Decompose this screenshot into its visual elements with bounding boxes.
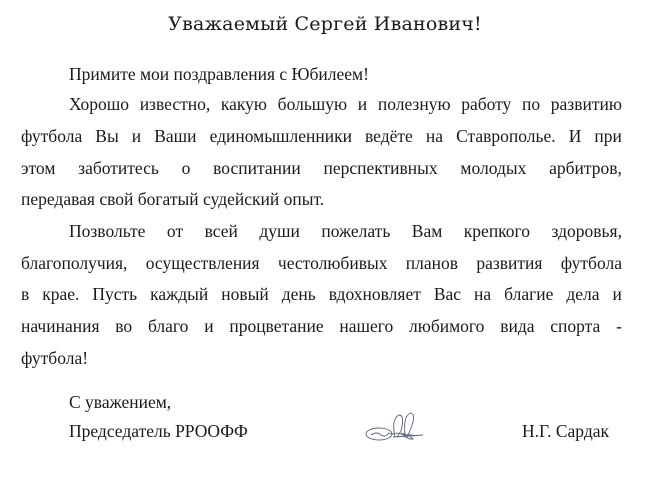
line-text: футбола Вы и Ваши единомышленники ведёте на Ставрополье. И при bbox=[21, 126, 622, 146]
salutation: Уважаемый Сергей Иванович! bbox=[168, 13, 482, 35]
paragraph-line bbox=[21, 253, 622, 274]
paragraph-line bbox=[21, 284, 622, 305]
line-text: начинания во благо и процветание нашего любимого вида спорта - bbox=[21, 316, 622, 336]
line-text: Позвольте от всей души пожелать Вам крепкого здоровья, bbox=[69, 221, 622, 241]
closing: С уважением, bbox=[69, 392, 172, 412]
paragraph-line bbox=[21, 126, 622, 147]
line-text: Хорошо известно, какую большую и полезную работу по развитию bbox=[69, 94, 622, 114]
paragraph-line: передавая свой богатый судейский опыт. bbox=[21, 189, 325, 209]
paragraph-line bbox=[69, 94, 622, 115]
paragraph-line bbox=[69, 221, 622, 242]
signature-icon bbox=[363, 409, 438, 450]
line-text: в крае. Пусть каждый новый день вдохновляет Вас на благие дела и bbox=[21, 284, 622, 304]
signature-row bbox=[69, 421, 609, 442]
paragraph-greeting: Примите мои поздравления с Юбилеем! bbox=[69, 64, 369, 84]
signatory-name: Н.Г. Сардак bbox=[521, 421, 609, 441]
paragraph-line bbox=[21, 158, 622, 179]
signatory-title: Председатель РРООФФ bbox=[69, 421, 248, 441]
paragraph-line: футбола! bbox=[21, 348, 89, 368]
paragraph-line bbox=[21, 316, 622, 337]
line-text: этом заботитесь о воспитании перспективных молодых арбитров, bbox=[21, 158, 622, 178]
line-text: благополучия, осуществления честолюбивых планов развития футбола bbox=[21, 253, 622, 273]
